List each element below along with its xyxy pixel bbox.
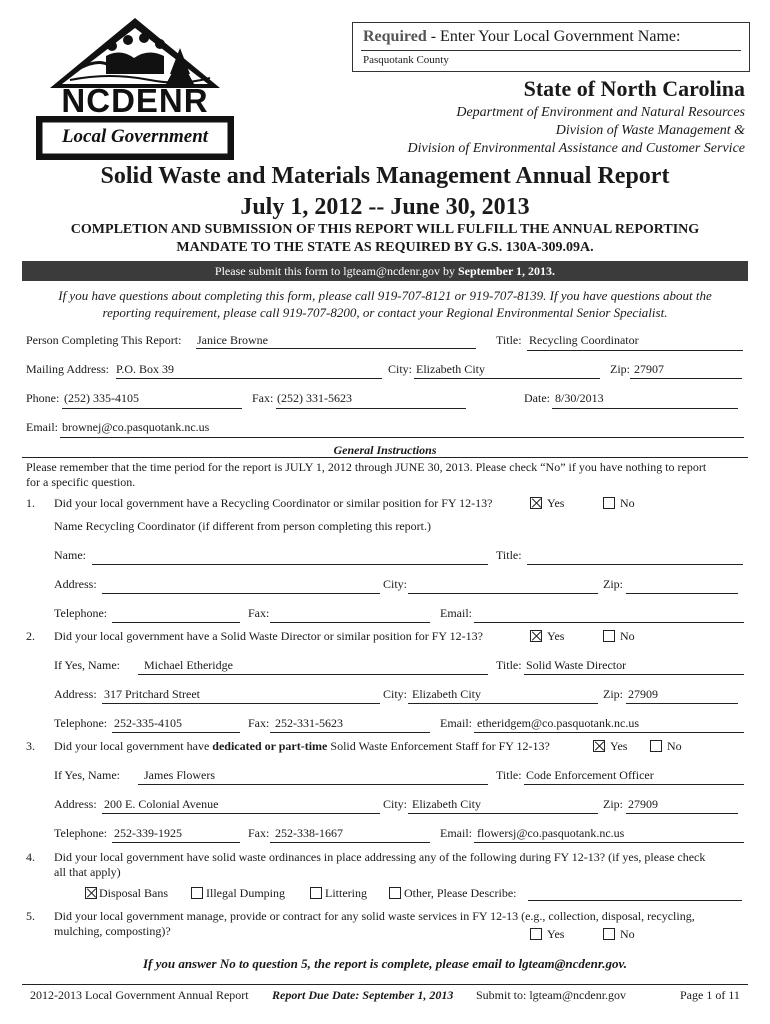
q1-fax-field[interactable] (270, 622, 430, 623)
person-label: Person Completing This Report: (26, 333, 182, 347)
q3-ifyes-label: If Yes, Name: (54, 768, 120, 782)
city-label: City: (388, 362, 413, 376)
q3-fax-label: Fax: (248, 826, 270, 840)
mailing-address-value: P.O. Box 39 (116, 362, 175, 376)
department-line-2: Division of Waste Management & (555, 123, 745, 138)
q3-city-field[interactable] (408, 813, 598, 814)
q4-littering-label: Littering (325, 886, 367, 900)
instructions-divider (22, 457, 748, 458)
person-value: Janice Browne (197, 333, 268, 347)
logo-brand-text: NCDENR (61, 82, 209, 119)
q2-title-value: Solid Waste Director (526, 658, 627, 672)
q5-no-checkbox[interactable] (603, 928, 615, 940)
title-value: Recycling Coordinator (529, 333, 639, 347)
q5-no-label: No (620, 927, 635, 941)
q4-disposal-bans-label: Disposal Bans (99, 886, 168, 900)
q1-telephone-field[interactable] (112, 622, 240, 623)
q2-name-value: Michael Etheridge (144, 658, 233, 672)
q1-fax-label: Fax: (248, 606, 270, 620)
q2-number: 2. (26, 629, 35, 643)
city-value: Elizabeth City (416, 362, 485, 376)
q3-zip-label: Zip: (603, 797, 623, 811)
state-title: State of North Carolina (523, 76, 745, 101)
q2-yes-checkbox[interactable] (530, 630, 542, 642)
footer-divider (22, 984, 748, 985)
q2-telephone-field[interactable] (112, 732, 240, 733)
q4-number: 4. (26, 850, 35, 864)
q3-email-label: Email: (440, 826, 472, 840)
title-label: Title: (496, 333, 522, 347)
logo-sub-text: Local Government (61, 126, 209, 147)
q3-fax-field[interactable] (270, 842, 430, 843)
q3-no-checkbox[interactable] (650, 740, 662, 752)
local-government-name-box (352, 22, 750, 72)
q3-telephone-value: 252-339-1925 (114, 826, 182, 840)
q2-email-field[interactable] (474, 732, 744, 733)
q2-telephone-label: Telephone: (54, 716, 108, 730)
q1-yes-label: Yes (547, 496, 565, 510)
q4-illegal-dumping-checkbox[interactable] (191, 887, 203, 899)
q2-city-field[interactable] (408, 703, 598, 704)
q2-address-value: 317 Pritchard Street (104, 687, 200, 701)
ncdenr-logo (30, 14, 240, 162)
q3-yes-label: Yes (610, 739, 628, 753)
mandate-line-2: MANDATE TO THE STATE AS REQUIRED BY G.S. 130A-309.09A. (176, 240, 594, 255)
general-instructions-line-2: for a specific question. (26, 475, 136, 489)
q3-name-field[interactable] (138, 784, 488, 785)
q3-yes-checkbox[interactable] (593, 740, 605, 752)
fax-value: (252) 331-5623 (277, 391, 352, 405)
q2-fax-value: 252-331-5623 (275, 716, 343, 730)
q4-disposal-bans-checkbox[interactable] (85, 887, 97, 899)
q1-title-field[interactable] (527, 564, 743, 565)
q4-illegal-dumping-label: Illegal Dumping (206, 886, 285, 900)
phone-value: (252) 335-4105 (64, 391, 139, 405)
q2-name-field[interactable] (138, 674, 488, 675)
q3-title-label: Title: (496, 768, 522, 782)
q4-text-line-1: Did your local government have solid waste ordinances in place addressing any of the following during FY 12-13? (if yes, please check (54, 850, 706, 864)
date-field[interactable] (552, 408, 738, 409)
person-field[interactable] (196, 348, 476, 349)
q3-city-label: City: (383, 797, 408, 811)
q3-number: 3. (26, 739, 35, 753)
phone-field[interactable] (62, 408, 242, 409)
q5-text-line-2: mulching, composting)? (54, 924, 171, 938)
q2-no-label: No (620, 629, 635, 643)
q3-address-label: Address: (54, 797, 97, 811)
zip-value: 27907 (634, 362, 664, 376)
q2-text: Did your local government have a Solid Waste Director or similar position for FY 12-13? (54, 629, 483, 643)
q2-fax-label: Fax: (248, 716, 270, 730)
q2-no-checkbox[interactable] (603, 630, 615, 642)
general-instructions-heading: General Instructions (333, 443, 437, 457)
q2-title-field[interactable] (524, 674, 744, 675)
q1-address-label: Address: (54, 577, 97, 591)
q1-email-label: Email: (440, 606, 472, 620)
q1-address-field[interactable] (102, 593, 380, 594)
q2-city-value: Elizabeth City (412, 687, 481, 701)
q2-address-field[interactable] (102, 703, 380, 704)
q1-yes-checkbox[interactable] (530, 497, 542, 509)
footer-page-number: Page 1 of 11 (680, 988, 740, 1002)
q2-telephone-value: 252-335-4105 (114, 716, 182, 730)
q2-city-label: City: (383, 687, 408, 701)
fax-label: Fax: (252, 391, 274, 405)
q3-title-field[interactable] (524, 784, 744, 785)
q2-zip-value: 27909 (628, 687, 658, 701)
q3-fax-value: 252-338-1667 (275, 826, 343, 840)
general-instructions-line-1: Please remember that the time period for the report is JULY 1, 2012 through JUNE 30, 2013. Please check “No” if you have nothing to report (26, 460, 707, 474)
fax-field[interactable] (276, 408, 466, 409)
q3-city-value: Elizabeth City (412, 797, 481, 811)
city-field[interactable] (414, 378, 600, 379)
report-period: July 1, 2012 -- June 30, 2013 (240, 194, 530, 220)
q3-address-value: 200 E. Colonial Avenue (104, 797, 219, 811)
q2-zip-label: Zip: (603, 687, 623, 701)
date-value: 8/30/2013 (555, 391, 604, 405)
q5-yes-checkbox[interactable] (530, 928, 542, 940)
q5-yes-label: Yes (547, 927, 565, 941)
q1-no-checkbox[interactable] (603, 497, 615, 509)
email-field[interactable] (60, 437, 744, 438)
local-government-name-field[interactable] (361, 50, 741, 71)
email-value: brownej@co.pasquotank.nc.us (62, 420, 210, 434)
q1-no-label: No (620, 496, 635, 510)
phone-label: Phone: (26, 391, 60, 405)
q2-title-label: Title: (496, 658, 522, 672)
q1-zip-label: Zip: (603, 577, 623, 591)
q1-telephone-label: Telephone: (54, 606, 108, 620)
footer-report-name: 2012-2013 Local Government Annual Report (30, 988, 249, 1002)
q4-text-line-2: all that apply) (54, 865, 121, 879)
q1-name-label: Name: (54, 548, 86, 562)
report-title: Solid Waste and Materials Management Annual Report (100, 163, 670, 189)
q1-text: Did your local government have a Recycling Coordinator or similar position for FY 12-13? (54, 496, 493, 510)
q3-telephone-label: Telephone: (54, 826, 108, 840)
closing-note: If you answer No to question 5, the report is complete, please email to lgteam@ncdenr.gov. (142, 956, 628, 971)
mailing-address-field[interactable] (116, 378, 382, 379)
q1-number: 1. (26, 496, 35, 510)
q2-email-value: etheridgem@co.pasquotank.nc.us (477, 716, 640, 730)
q4-other-label: Other, Please Describe: (404, 886, 517, 900)
q3-zip-value: 27909 (628, 797, 658, 811)
q3-name-value: James Flowers (144, 768, 215, 782)
local-government-name-value: Pasquotank County (363, 54, 449, 66)
q4-littering-checkbox[interactable] (310, 887, 322, 899)
q1-email-field[interactable] (474, 622, 744, 623)
email-label: Email: (26, 420, 58, 434)
department-line-1: Department of Environment and Natural Resources (456, 105, 745, 120)
q3-title-value: Code Enforcement Officer (526, 768, 654, 782)
q2-address-label: Address: (54, 687, 97, 701)
q3-text: Did your local government have dedicated or part-time Solid Waste Enforcement Staff for FY 12-13? (54, 739, 550, 753)
zip-field[interactable] (630, 378, 742, 379)
title-field[interactable] (527, 350, 743, 351)
q2-ifyes-label: If Yes, Name: (54, 658, 120, 672)
q4-other-checkbox[interactable] (389, 887, 401, 899)
q4-other-describe-field[interactable] (528, 900, 742, 901)
local-government-name-label: Required - Enter Your Local Government Name: (363, 28, 681, 45)
date-label: Date: (524, 391, 550, 405)
q5-text-line-1: Did your local government manage, provide or contract for any solid waste services in FY 12-13 (e.g., collection, disposal, recycling, (54, 909, 695, 923)
submission-banner: Please submit this form to lgteam@ncdenr.gov by September 1, 2013. (22, 261, 748, 281)
q1-title-label: Title: (496, 548, 522, 562)
mandate-line-1: COMPLETION AND SUBMISSION OF THIS REPORT WILL FULFILL THE ANNUAL REPORTING (70, 222, 700, 237)
q1-city-field[interactable] (408, 593, 598, 594)
q2-fax-field[interactable] (270, 732, 430, 733)
q2-zip-field[interactable] (626, 703, 738, 704)
zip-label: Zip: (610, 362, 630, 376)
q3-email-value: flowersj@co.pasquotank.nc.us (477, 826, 625, 840)
mailing-address-label: Mailing Address: (26, 362, 109, 376)
q1-name-field[interactable] (92, 564, 488, 565)
q2-yes-label: Yes (547, 629, 565, 643)
q3-telephone-field[interactable] (112, 842, 240, 843)
q2-email-label: Email: (440, 716, 472, 730)
q3-no-label: No (667, 739, 682, 753)
q1-city-label: City: (383, 577, 408, 591)
q1-zip-field[interactable] (626, 593, 738, 594)
q3-email-field[interactable] (474, 842, 744, 843)
q1-subheading: Name Recycling Coordinator (if different from person completing this report.) (54, 519, 432, 533)
q3-zip-field[interactable] (626, 813, 738, 814)
questions-note-1: If you have questions about completing this form, please call 919-707-8121 or 919-707-8139. If you have questions about the (58, 288, 712, 303)
questions-note-2: reporting requirement, please call 919-707-8200, or contact your Regional Environmental Senior Specialist. (102, 305, 668, 320)
footer-submit-to: Submit to: lgteam@ncdenr.gov (476, 988, 627, 1002)
q5-number: 5. (26, 909, 35, 923)
q3-address-field[interactable] (102, 813, 380, 814)
footer-due-date: Report Due Date: September 1, 2013 (272, 988, 454, 1002)
department-line-3: Division of Environmental Assistance and Customer Service (407, 141, 745, 156)
